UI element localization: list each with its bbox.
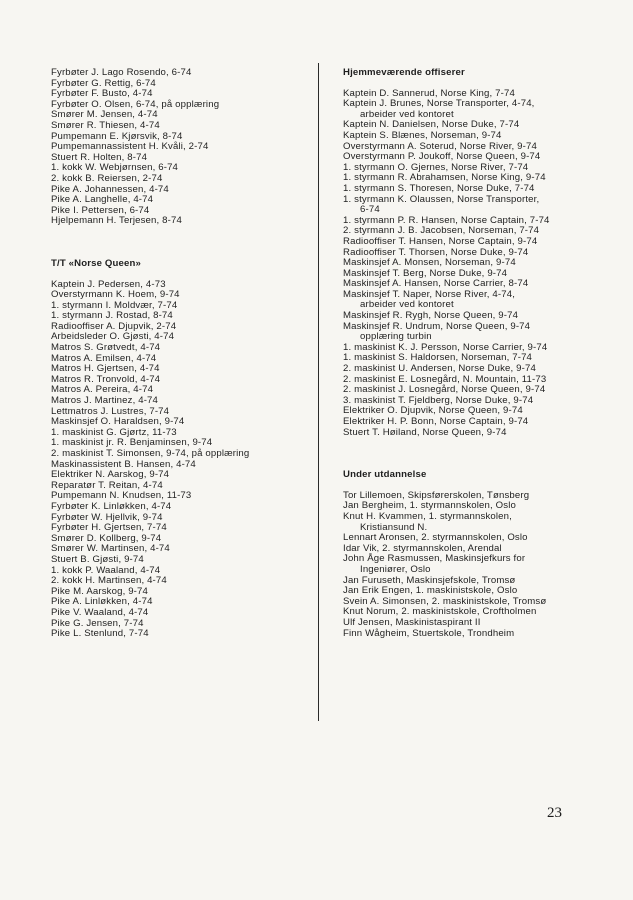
list-item: Maskinsjef O. Haraldsen, 9-74	[51, 416, 185, 428]
education-list	[343, 491, 611, 639]
list-item: Pike I. Pettersen, 6-74	[51, 204, 150, 216]
list-item: Elektriker N. Aarskog, 9-74	[51, 469, 170, 481]
list-item: 1. styrmann K. Olaussen, Norse Transporter,	[343, 193, 540, 205]
list-item-continuation: arbeider ved kontoret	[360, 108, 454, 120]
list-item: Hjelpemann H. Terjesen, 8-74	[51, 215, 182, 227]
list-item: Maskinsjef A. Monsen, Norseman, 9-74	[343, 257, 516, 269]
list-item: Smører R. Thiesen, 4-74	[51, 119, 160, 131]
list-item: Fyrbøter W. Hjellvik, 9-74	[51, 511, 163, 523]
list-item: Fyrbøter O. Olsen, 6-74, på opplæring	[51, 98, 220, 110]
list-item: 1. styrmann R. Abrahamsen, Norse King, 9-74	[343, 172, 546, 184]
list-item: 1. kokk P. Waaland, 4-74	[51, 564, 161, 576]
list-item: Pike A. Johannessen, 4-74	[51, 183, 169, 195]
list-item: 1. styrmann P. R. Hansen, Norse Captain, 7-74	[343, 214, 550, 226]
list-item: 2. maskinist E. Losnegård, N. Mountain, 11-73	[343, 373, 547, 385]
list-item: Fyrbøter H. Gjertsen, 7-74	[51, 522, 167, 534]
list-item: 2. styrmann J. B. Jacobsen, Norseman, 7-74	[343, 225, 540, 237]
list-item: Svein A. Simonsen, 2. maskinistskole, Tromsø	[343, 595, 547, 607]
list-item: Maskinsjef R. Rygh, Norse Queen, 9-74	[343, 310, 519, 322]
list-item: Fyrbøter J. Lago Rosendo, 6-74	[51, 67, 192, 78]
list-item: Smører D. Kollberg, 9-74	[51, 532, 162, 544]
list-item: Pike G. Jensen, 7-74	[51, 617, 144, 629]
list-item: Ulf Jensen, Maskinistaspirant II	[343, 616, 481, 628]
list-item: Stuert B. Gjøsti, 9-74	[51, 553, 144, 565]
list-item: Smører W. Martinsen, 4-74	[51, 543, 170, 555]
section-title-home-officers: Hjemmeværende offiserer	[343, 67, 465, 78]
list-item: 1. maskinist S. Haldorsen, Norseman, 7-74	[343, 352, 533, 364]
list-item: Pike L. Stenlund, 7-74	[51, 628, 149, 640]
list-item: Radiooffiser T. Thorsen, Norse Duke, 9-74	[343, 246, 529, 258]
list-item: Smører M. Jensen, 4-74	[51, 109, 158, 121]
list-item: Fyrbøter G. Rettig, 6-74	[51, 77, 156, 89]
list-item: Matros H. Gjertsen, 4-74	[51, 363, 160, 375]
list-item: Pike A. Linløkken, 4-74	[51, 596, 153, 608]
list-item: Maskinsjef R. Undrum, Norse Queen, 9-74	[343, 320, 531, 332]
list-item: Kaptein J. Brunes, Norse Transporter, 4-74,	[343, 98, 535, 110]
list-item: Elektriker O. Djupvik, Norse Queen, 9-74	[343, 405, 523, 417]
list-item: Reparatør T. Reitan, 4-74	[51, 479, 163, 491]
list-item: Pike M. Aarskog, 9-74	[51, 585, 148, 597]
list-item: Pumpemannassistent H. Kvåli, 2-74	[51, 141, 209, 153]
list-item-continuation: arbeider ved kontoret	[360, 299, 454, 311]
education-section	[343, 470, 611, 639]
list-item: Kaptein S. Blænes, Norseman, 9-74	[343, 129, 502, 141]
list-item: Finn Wågheim, Stuertskole, Trondheim	[343, 627, 515, 639]
list-item: Maskinsjef T. Berg, Norse Duke, 9-74	[343, 267, 508, 279]
list-item: Jan Erik Engen, 1. maskinistskole, Oslo	[343, 585, 518, 597]
home-officers-section	[343, 68, 611, 438]
column-divider	[318, 63, 319, 721]
list-item: Radiooffiser A. Djupvik, 2-74	[51, 320, 177, 332]
section-title-education: Under utdannelse	[343, 469, 427, 481]
section-title-norse-queen: T/T «Norse Queen»	[51, 257, 141, 269]
left-column	[51, 68, 309, 640]
list-item-continuation: Ingeniører, Oslo	[360, 563, 431, 575]
list-item: 2. kokk H. Martinsen, 4-74	[51, 575, 167, 587]
list-item: Pumpemann E. Kjørsvik, 8-74	[51, 130, 183, 142]
list-item-continuation: opplæring turbin	[360, 331, 432, 343]
list-item: Matros A. Emilsen, 4-74	[51, 352, 157, 364]
list-item: John Åge Rasmussen, Maskinsjefkurs for	[343, 553, 526, 565]
list-item: Fyrbøter F. Busto, 4-74	[51, 88, 153, 100]
list-item: 2. maskinist U. Andersen, Norse Duke, 9-74	[343, 363, 536, 375]
list-item: Overstyrmann P. Joukoff, Norse Queen, 9-74	[343, 151, 541, 163]
list-item: Jan Furuseth, Maskinsjefskole, Tromsø	[343, 574, 516, 586]
list-item: 2. kokk B. Reiersen, 2-74	[51, 172, 163, 184]
list-item: Stuert R. Holten, 8-74	[51, 151, 148, 163]
list-item: Pike V. Waaland, 4-74	[51, 606, 149, 618]
list-item: 2. maskinist J. Losnegård, Norse Queen, 9-74	[343, 384, 546, 396]
list-item: Maskinsjef T. Naper, Norse River, 4-74,	[343, 288, 516, 300]
list-item: Jan Bergheim, 1. styrmannskolen, Oslo	[343, 500, 516, 512]
list-item: Overstyrmann K. Hoem, 9-74	[51, 289, 180, 301]
list-item: Kaptein N. Danielsen, Norse Duke, 7-74	[343, 119, 520, 131]
list-item: Elektriker H. P. Bonn, Norse Captain, 9-74	[343, 416, 529, 427]
list-item-continuation: 6-74	[360, 204, 380, 216]
norse-queen-section	[51, 259, 309, 640]
list-item: Knut H. Kvammen, 1. styrmannskolen,	[343, 510, 512, 522]
list-item-continuation: Kristiansund N.	[360, 521, 428, 533]
list-item: Maskinsjef A. Hansen, Norse Carrier, 8-74	[343, 278, 529, 290]
list-item: 1. kokk W. Webjørnsen, 6-74	[51, 162, 179, 174]
list-item: 1. maskinist jr. R. Benjaminsen, 9-74	[51, 437, 213, 449]
list-item: Matros A. Pereira, 4-74	[51, 384, 154, 396]
list-item: 3. maskinist T. Fjeldberg, Norse Duke, 9-74	[343, 394, 534, 406]
list-item: 1. maskinist G. Gjørtz, 11-73	[51, 426, 177, 438]
list-item: Pike A. Langhelle, 4-74	[51, 194, 154, 206]
list-item: Fyrbøter K. Linløkken, 4-74	[51, 500, 172, 512]
list-item: 2. maskinist T. Simonsen, 9-74, på opplæring	[51, 448, 250, 459]
list-item: Kaptein D. Sannerud, Norse King, 7-74	[343, 87, 515, 99]
list-item: Radiooffiser T. Hansen, Norse Captain, 9-74	[343, 235, 538, 247]
page-number: 23	[547, 805, 562, 821]
home-officers-list	[343, 89, 611, 439]
list-item: Matros R. Tronvold, 4-74	[51, 373, 161, 385]
list-item: 1. styrmann I. Moldvær, 7-74	[51, 299, 178, 311]
list-item: 1. styrmann S. Thoresen, Norse Duke, 7-74	[343, 182, 535, 194]
list-item: Stuert T. Høiland, Norse Queen, 9-74	[343, 426, 507, 438]
list-item: Pumpemann N. Knudsen, 11-73	[51, 490, 192, 502]
list-item: Kaptein J. Pedersen, 4-73	[51, 278, 166, 290]
crew-list-continued	[51, 68, 309, 227]
list-item: Knut Norum, 2. maskinistskole, Croftholmen	[343, 606, 537, 618]
list-item: Lennart Aronsen, 2. styrmannskolen, Oslo	[343, 532, 528, 544]
right-column	[343, 68, 611, 639]
list-item: Maskinassistent B. Hansen, 4-74	[51, 458, 196, 470]
list-item: 1. styrmann O. Gjernes, Norse River, 7-74	[343, 161, 529, 173]
list-item: Idar Vik, 2. styrmannskolen, Arendal	[343, 542, 502, 554]
list-item: Overstyrmann A. Soterud, Norse River, 9-74	[343, 140, 537, 152]
list-item: Matros J. Martinez, 4-74	[51, 395, 159, 407]
list-item: 1. maskinist K. J. Persson, Norse Carrier, 9-74	[343, 341, 548, 353]
list-item: Matros S. Grøtvedt, 4-74	[51, 342, 161, 354]
list-item: Lettmatros J. Lustres, 7-74	[51, 405, 170, 417]
list-item: 1. styrmann J. Rostad, 8-74	[51, 310, 173, 322]
list-item: Tor Lillemoen, Skipsførerskolen, Tønsberg	[343, 489, 530, 501]
list-item: Arbeidsleder O. Gjøsti, 4-74	[51, 331, 175, 343]
norse-queen-crew-list	[51, 280, 309, 640]
